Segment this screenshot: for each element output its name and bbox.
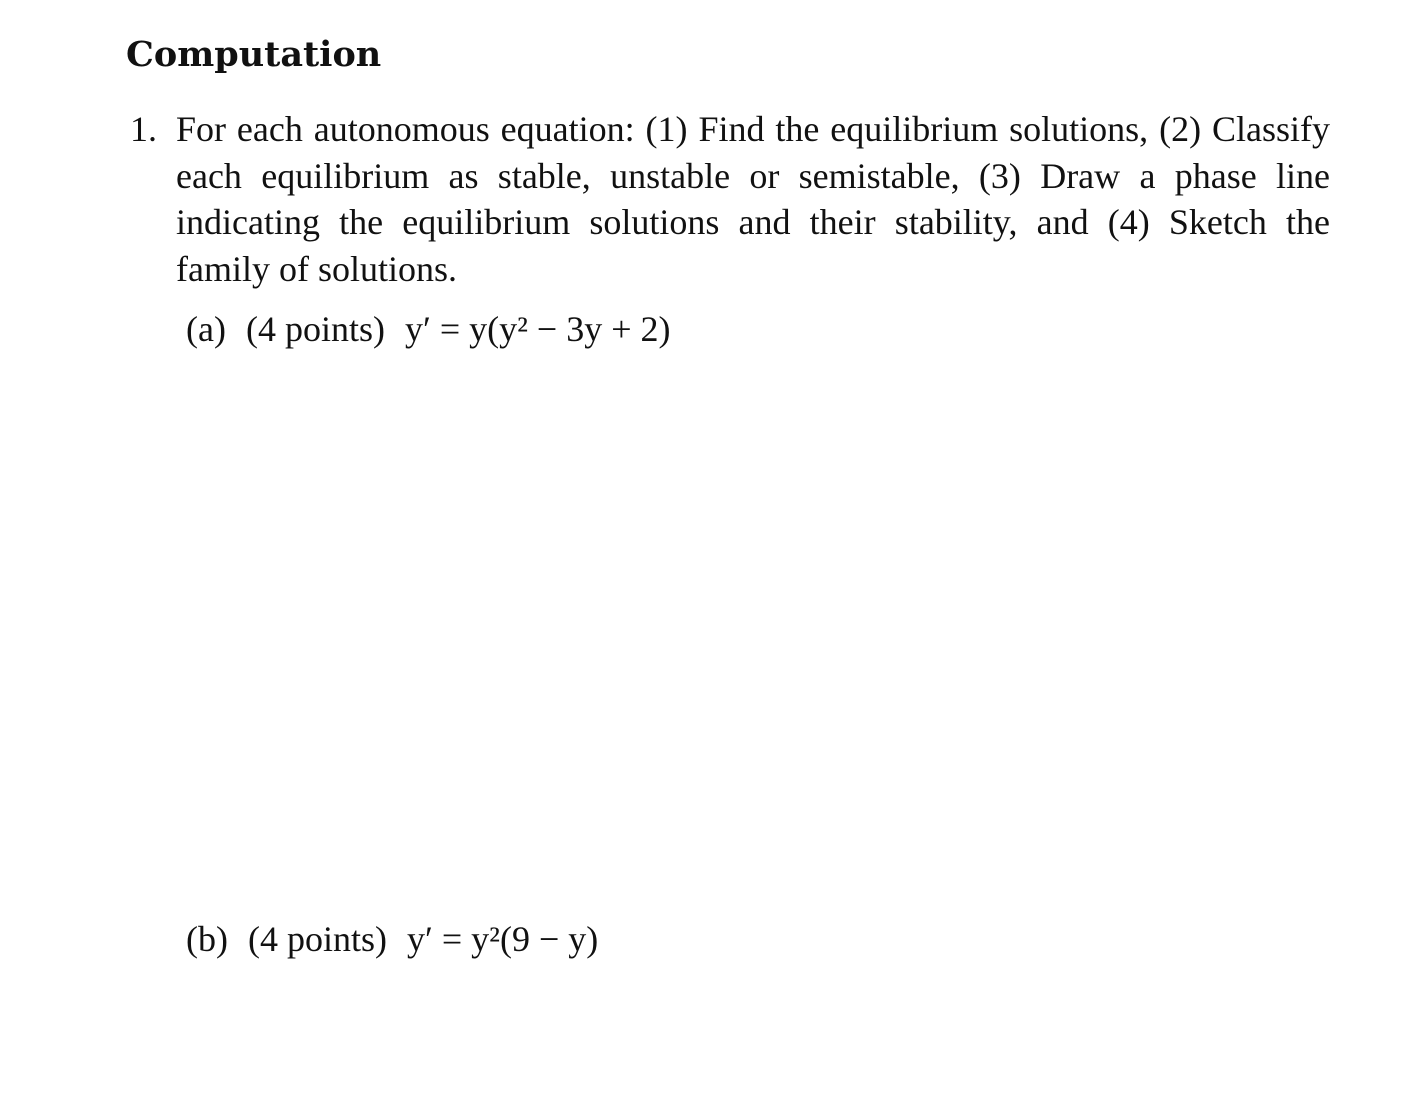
part-a-label: (a) [186, 309, 226, 349]
part-a-answer-space [186, 360, 1326, 900]
part-b-answer-space [186, 970, 1326, 1080]
part-b-points: (4 points) [247, 919, 387, 959]
section-title: Computation [126, 34, 382, 75]
problem-number: 1. [130, 109, 157, 149]
part-a-points: (4 points) [245, 309, 385, 349]
part-b-label: (b) [186, 919, 228, 959]
part-b-equation: y′ = y²(9 − y) [406, 919, 599, 959]
part-a [186, 306, 671, 352]
part-b [186, 916, 598, 962]
part-a-equation: y′ = y(y² − 3y + 2) [404, 309, 671, 349]
problem-statement: For each autonomous equation: (1) Find the equilibrium solutions, (2) Classify each equilibrium as stable, unstable or semistable, (3) Draw a phase line indicating the equilibrium solutions and their stability, and (4) Sketch the family of solutions. [176, 109, 1330, 289]
